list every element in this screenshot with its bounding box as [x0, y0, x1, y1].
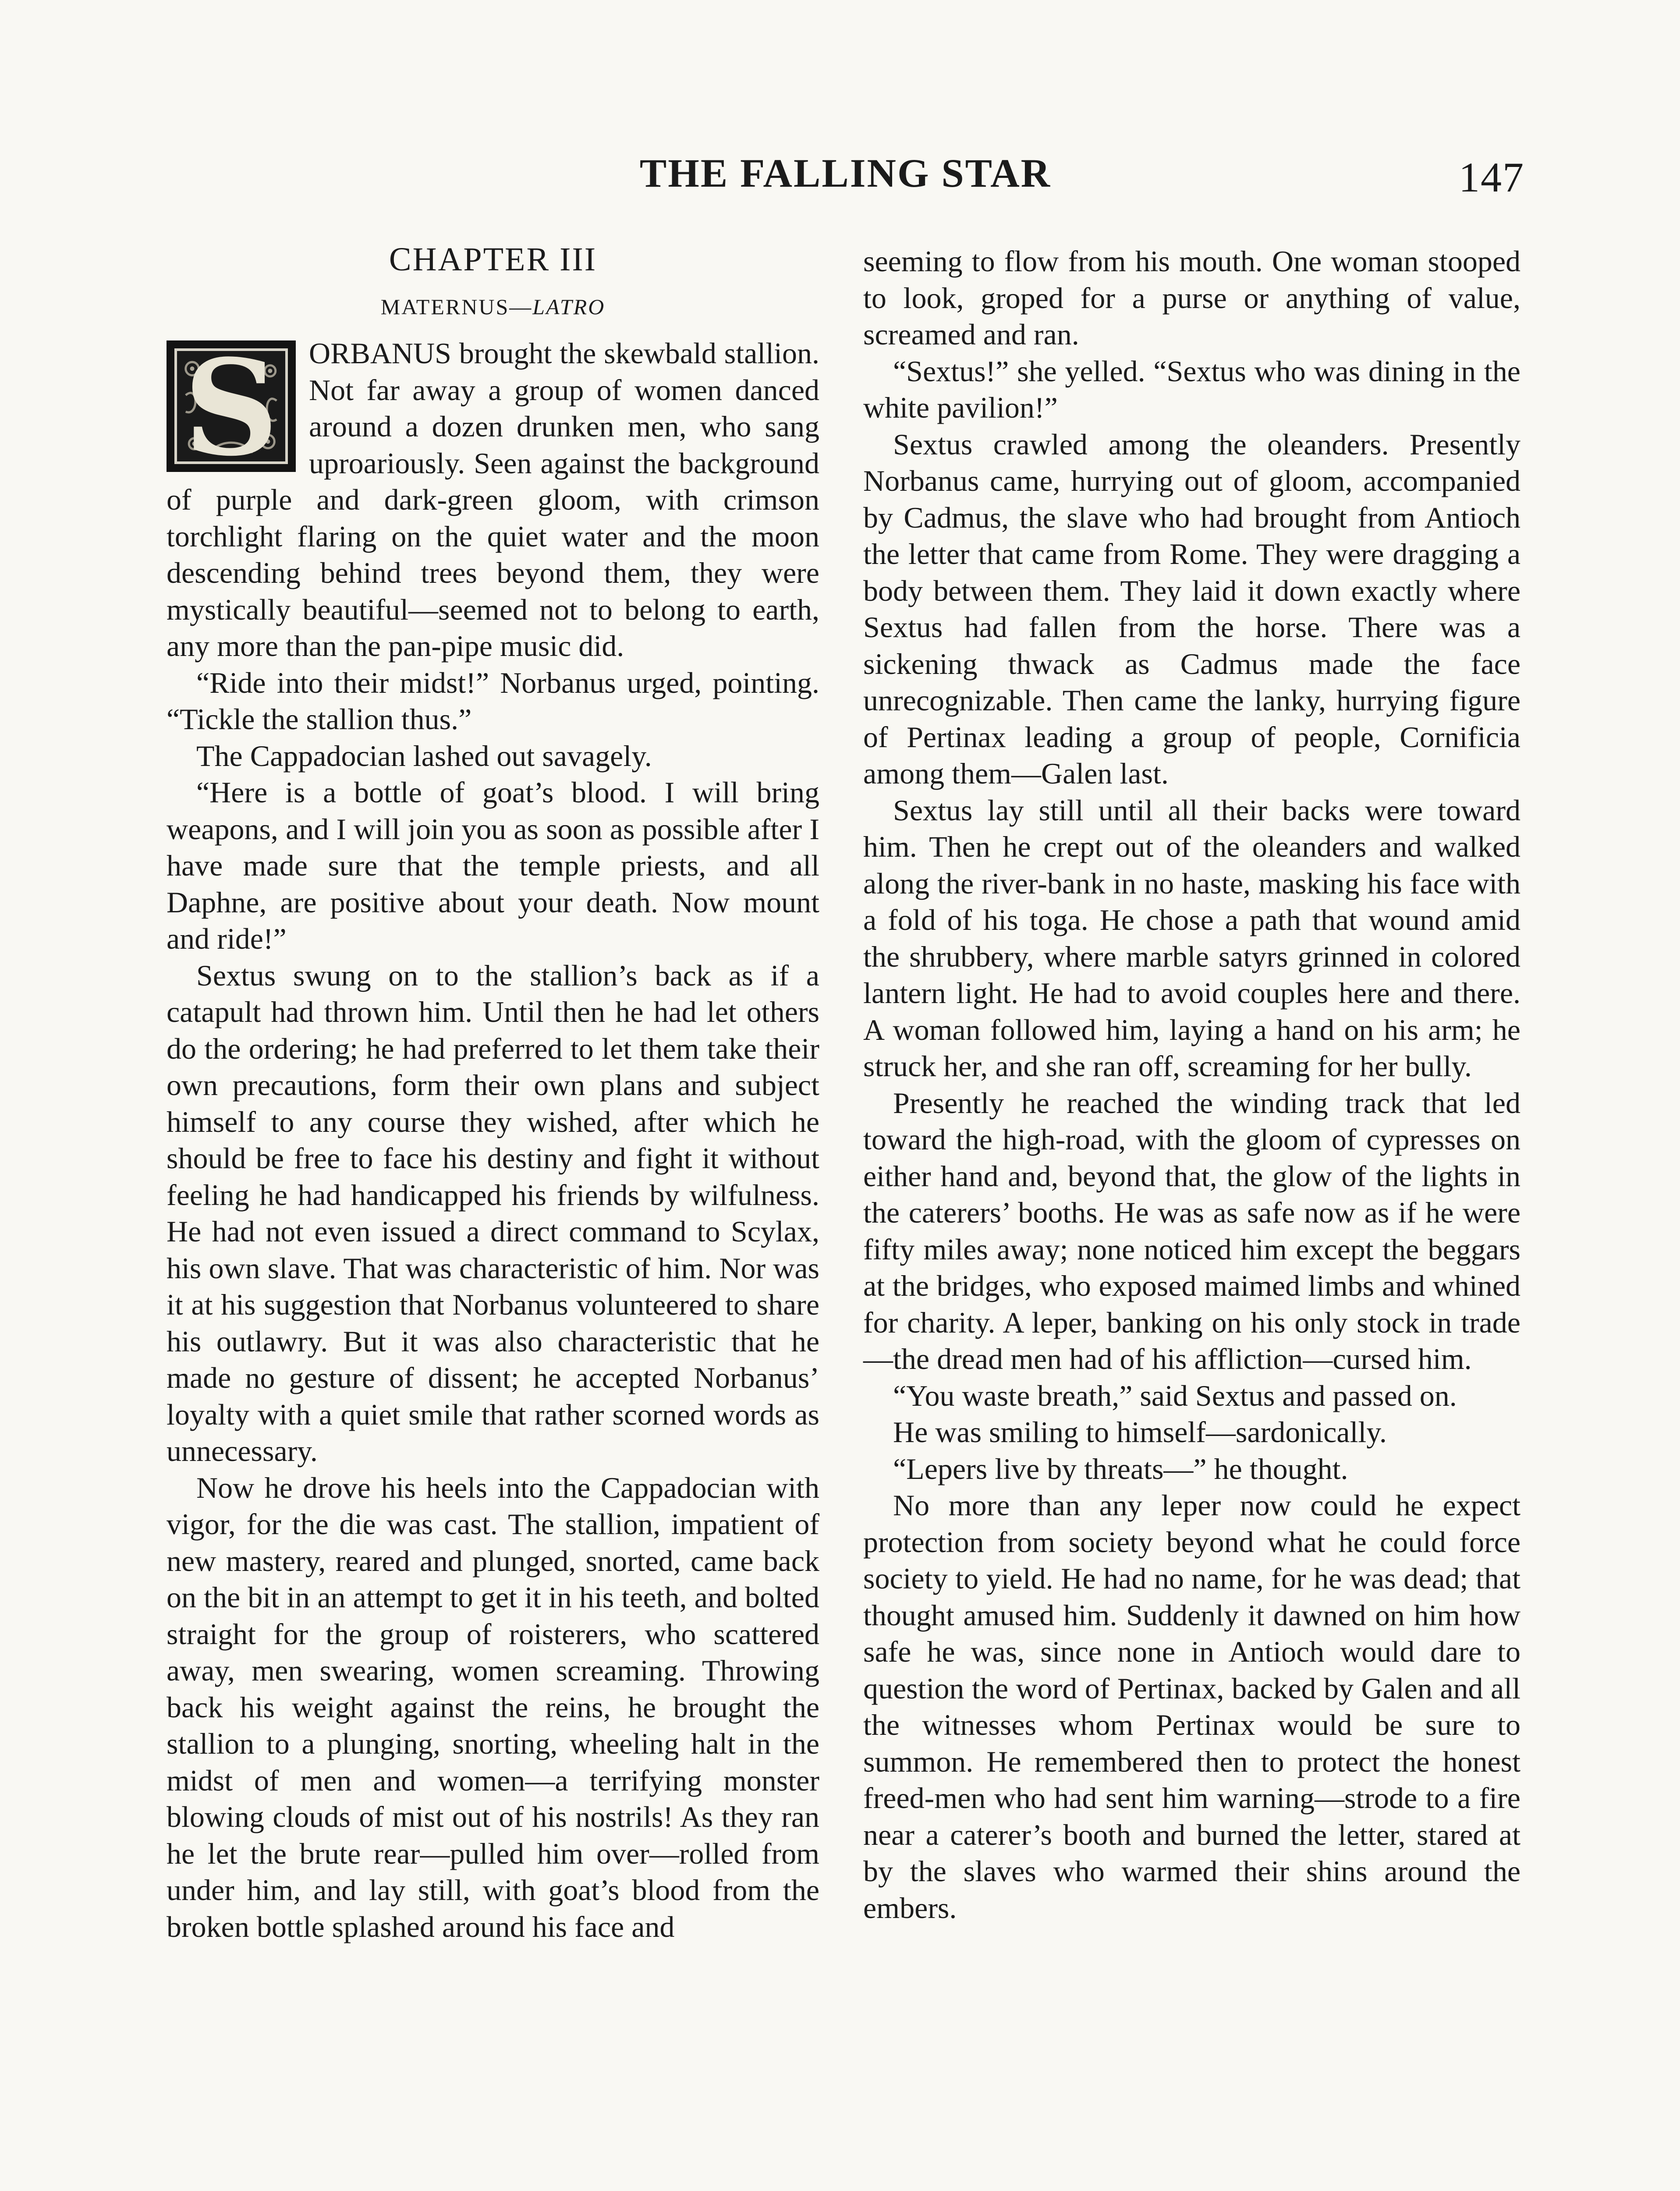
paragraph: “Sextus!” she yelled. “Sextus who was dining in the white pavilion!”: [863, 354, 1521, 424]
paragraph: He was smiling to himself—sardonically.: [893, 1415, 1387, 1449]
paragraph: Now he drove his heels into the Cappadocian with vigor, for the die was cast. The stallion, impatient of new mastery, reared and plunged, snorted, came back on the bit in an attempt to get it in his teeth, and bolted straight for the group of roisterers, who scattered away, men swearing, women screaming. Throwing back his weight against the reins, he brought the stallion to a plunging, snorting, wheeling halt in the midst of men and women—a terrifying monster blowing clouds of mist out of his nostrils! As they ran he let the brute rear—pulled him over—rolled from under him, and lay still, with goat’s blood from the broken bottle splashed around his face and: [167, 1471, 819, 1943]
running-head: [167, 145, 1524, 202]
left-column: [167, 239, 819, 1945]
chapter-subtitle-italic: LATRO: [532, 294, 606, 319]
chapter-subtitle-name: MATERNUS: [380, 294, 510, 319]
paragraph: “You waste breath,” said Sextus and passed on.: [893, 1379, 1457, 1412]
drop-cap-letter: S: [184, 348, 279, 464]
paragraph: Sextus swung on to the stallion’s back as if a catapult had thrown him. Until then he had let others do the ordering; he had preferred to let them take their own precautions, form their own plans and subject himself to any course they wished, after which he should be free to face his destiny and fight it without feeling he had handicapped his friends by wilfulness. He had not even issued a direct command to Scylax, his own slave. That was characteristic of him. Nor was it at his suggestion that Norbanus volunteered to share his outlawry. But it was also characteristic that he made no gesture of dissent; he accepted Norbanus’ loyalty with a quiet smile that rather scorned words as unnecessary.: [167, 958, 819, 1468]
chapter-subtitle-dash: —: [509, 294, 533, 319]
paragraph: Sextus crawled among the oleanders. Presently Norbanus came, hurrying out of gloom, accompanied by Cadmus, the slave who had brought from Antioch the letter that came from Rome. They were dragging a body between them. They laid it down exactly where Sextus had fallen from the horse. There was a sickening thwack as Cadmus made the face unrecognizable. Then came the lanky, hurrying figure of Pertinax leading a group of people, Cornificia among them—Galen last.: [863, 427, 1521, 790]
paragraph: The Cappadocian lashed out savagely.: [196, 739, 652, 773]
drop-cap-frame: [174, 348, 288, 464]
continued-paragraph: seeming to flow from his mouth. One woman stooped to look, groped for a purse or anything of value, screamed and ran.: [863, 245, 1521, 351]
chapter-subtitle: [167, 289, 819, 324]
paragraph: Presently he reached the winding track that led toward the high-road, with the gloom of cypresses on either hand and, beyond that, the glow of the lights in the caterers’ booths. He was as safe now as if he were fifty miles away; none noticed him except the beggars at the bridges, who exposed maimed limbs and whined for charity. A leper, banking on his only stock in trade—the dread men had of his affliction—cursed him.: [863, 1086, 1521, 1376]
paragraph: “Here is a bottle of goat’s blood. I will bring weapons, and I will join you as soon as possible after I have made sure that the temple priests, and all Daphne, are positive about your death. Now mount and ride!”: [167, 776, 819, 955]
chapter-title: CHAPTER III: [389, 241, 597, 278]
paragraph: No more than any leper now could he expect protection from society beyond what he could force society to yield. He had no name, for he was dead; that thought amused him. Suddenly it dawned on him how safe he was, since none in Antioch would dare to question the word of Pertinax, backed by Galen and all the witnesses whom Pertinax would be sure to summon. He remembered then to protect the honest freed-men who had sent him warning—strode to a fire near a caterer’s booth and burned the letter, stared at by the slaves who warmed their shins around the embers.: [863, 1489, 1521, 1925]
running-title: THE FALLING STAR: [639, 151, 1052, 195]
paragraph: “Lepers live by threats—” he thought.: [893, 1452, 1348, 1485]
page-number: 147: [1459, 154, 1524, 201]
opening-paragraph: [167, 335, 819, 665]
paragraph: “Ride into their midst!” Norbanus urged, pointing. “Tickle the stallion thus.”: [167, 666, 819, 736]
drop-cap: [167, 340, 296, 472]
paragraph: Sextus lay still until all their backs were toward him. Then he crept out of the oleanders and walked along the river-bank in no haste, masking his face with a fold of his toga. He chose a path that wound amid the shrubbery, where marble satyrs grinned in colored lantern light. He had to avoid couples here and there. A woman followed him, laying a hand on his arm; he struck her, and she ran off, screaming for her bully.: [863, 793, 1521, 1083]
opening-paragraph-text: ORBANUS brought the skewbald stallion. Not far away a group of women danced around a dozen drunken men, who sang uproariously. Seen against the background of purple and dark-green gloom, with crimson torchlight flaring on the quiet water and the moon descending behind trees beyond them, they were mystically beautiful—seemed not to belong to earth, any more than the pan-pipe music did.: [167, 337, 819, 663]
right-column: [863, 243, 1521, 1926]
